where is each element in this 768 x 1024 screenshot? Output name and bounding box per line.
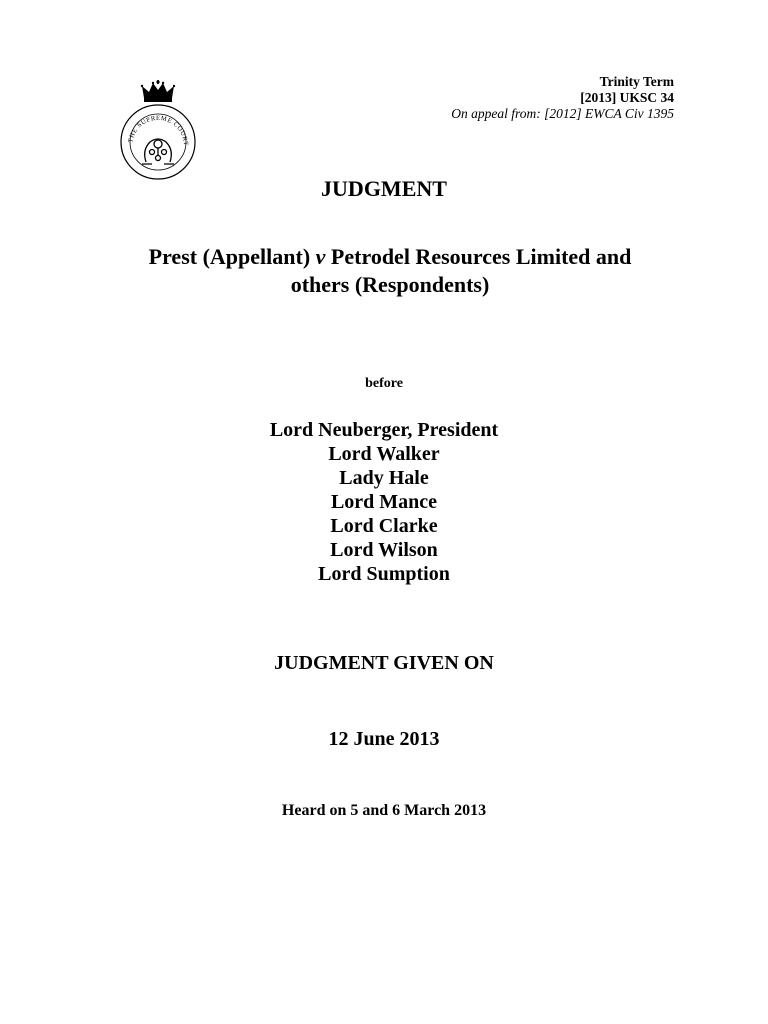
term-label: Trinity Term: [599, 74, 674, 89]
appeal-citation: On appeal from: [2012] EWCA Civ 1395: [451, 106, 674, 121]
judge-name: Lady Hale: [339, 467, 429, 489]
case-parties: [100, 243, 680, 299]
judge-name: Lord Mance: [330, 491, 438, 513]
judge-name: Lord Clarke: [330, 515, 438, 537]
respondents-line-1: Petrodel Resources Limited and: [330, 244, 632, 269]
versus-marker: v: [315, 244, 326, 269]
judge-name: Lord Sumption: [318, 563, 450, 585]
respondents-line-2: others (Respondents): [290, 272, 490, 297]
before-label: before: [365, 376, 403, 391]
neutral-citation: [2013] UKSC 34: [580, 90, 674, 105]
judge-name: Lord Wilson: [330, 539, 438, 561]
judge-name: Lord Neuberger, President: [269, 419, 499, 441]
appellant: Prest (Appellant): [148, 244, 311, 269]
judgment-date: 12 June 2013: [328, 728, 440, 750]
hearing-dates: Heard on 5 and 6 March 2013: [281, 802, 487, 819]
seal-legend: THE SUPREME COURT: [127, 114, 190, 147]
judges-list: [0, 418, 768, 586]
judge-name: Lord Walker: [328, 443, 440, 465]
crown-icon: [141, 80, 175, 102]
case-metadata: [451, 74, 674, 122]
svg-text:THE SUPREME COURT: [127, 115, 189, 146]
document-title: JUDGMENT: [321, 176, 447, 201]
judgment-given-label: JUDGMENT GIVEN ON: [274, 652, 494, 674]
supreme-court-seal-icon: [118, 80, 198, 184]
